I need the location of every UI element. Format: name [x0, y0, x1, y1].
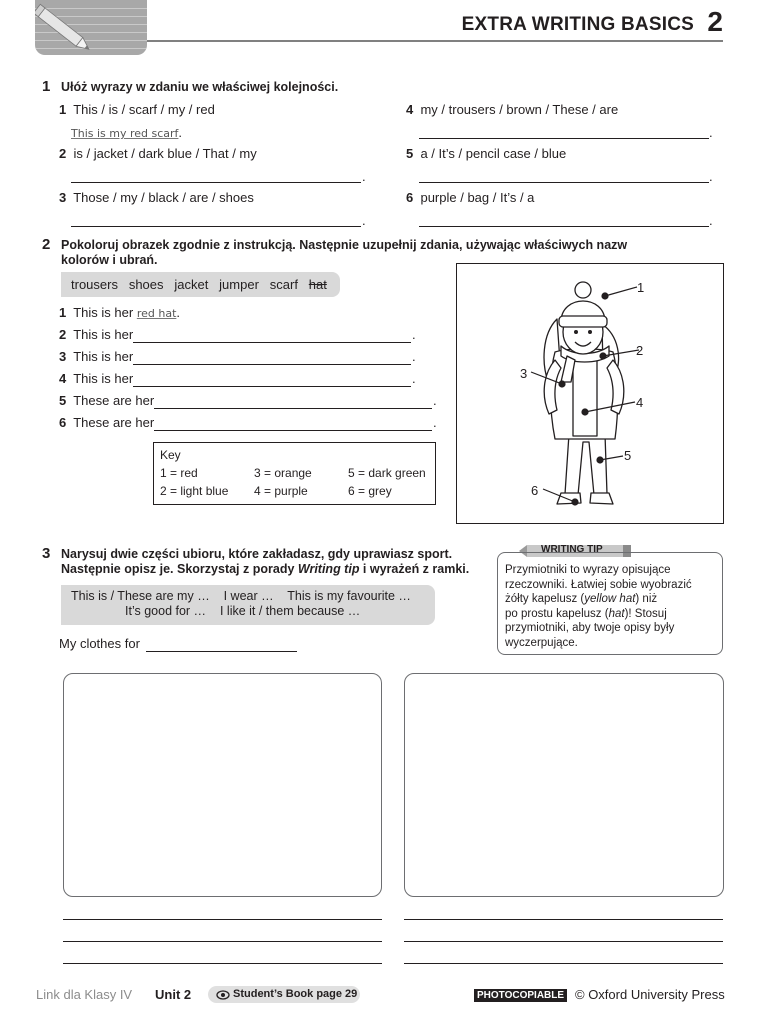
picture-label: 1 — [637, 280, 645, 295]
exercise-3-instruction: Narysuj dwie części ubioru, które zakładasz, gdy uprawiasz sport. Następnie opisz je. Skorzystaj z porady Writing tip i wyrażeń z ramki. — [61, 547, 470, 576]
word: shoes — [128, 277, 164, 292]
photocopiable-badge: PHOTOCOPIABLE — [474, 989, 567, 1002]
key-entry: 6 = grey — [348, 484, 392, 498]
key-entry: 1 = red — [160, 466, 198, 480]
ex1-item-5: 5 a / It’s / pencil case / blue — [406, 146, 567, 161]
ex1-item-4: 4 my / trousers / brown / These / are — [406, 102, 619, 117]
writing-tip-text: Przymiotniki to wyrazy opisujące rzeczowniki. Łatwiej sobie wyobrazić żółty kapelusz (yellow hat) niż po prostu kapelusz (hat)! Stosuj przymiotniki, aby twoje opisy były wyczerpujące. — [505, 564, 692, 649]
word: jacket — [174, 277, 209, 292]
period: . — [412, 371, 416, 386]
ex1-item-6: 6 purple / bag / It’s / a — [406, 190, 535, 205]
ex2-answer-line-3[interactable] — [133, 364, 411, 365]
clothes-label: My clothes for — [59, 636, 140, 651]
ex2-item-6: 6 These are her — [59, 415, 155, 430]
eye-arrow-icon — [216, 988, 230, 1002]
ex1-answer-line-5[interactable] — [419, 182, 709, 183]
key-entry: 2 = light blue — [160, 484, 229, 498]
key-title: Key — [160, 448, 181, 462]
unit-number: 2 — [707, 6, 723, 37]
phrase-box — [61, 585, 435, 625]
picture-label: 6 — [531, 483, 539, 498]
ex1-answer-line-4[interactable] — [419, 138, 709, 139]
word: trousers — [71, 277, 118, 292]
ex1-item-3: 3 Those / my / black / are / shoes — [59, 190, 254, 205]
ex2-answer-line-6[interactable] — [154, 430, 432, 431]
writing-line[interactable] — [404, 941, 723, 942]
ex2-item-2: 2 This is her — [59, 327, 134, 342]
page-title: EXTRA WRITING BASICS — [461, 14, 694, 35]
exercise-2-instruction: Pokoloruj obrazek zgodnie z instrukcją. Następnie uzupełnij zdania, używając właściwych nazw kolorów i ubrań. — [61, 238, 628, 267]
color-key-box — [153, 442, 436, 505]
ex1-answer-line-6[interactable] — [419, 226, 709, 227]
ex2-item-4: 4 This is her — [59, 371, 134, 386]
ex2-answer-line-5[interactable] — [154, 408, 432, 409]
footer-unit: Unit 2 — [155, 987, 192, 1002]
writing-line[interactable] — [404, 963, 723, 964]
writing-line[interactable] — [63, 963, 382, 964]
word-box — [61, 272, 340, 297]
period: . — [362, 213, 366, 228]
period: . — [412, 349, 416, 364]
girl-picture-frame — [456, 263, 724, 524]
phrase: I like it / them because … — [219, 604, 361, 618]
writing-tip-box — [497, 552, 723, 655]
picture-label: 3 — [520, 366, 528, 381]
writing-tip-title: WRITING TIP — [541, 544, 603, 555]
drawing-area-right[interactable] — [404, 673, 724, 897]
pencil-tab — [35, 0, 147, 55]
ex2-item-3: 3 This is her — [59, 349, 134, 364]
key-entry: 5 = dark green — [348, 466, 426, 480]
writing-line[interactable] — [63, 941, 382, 942]
pencil-icon — [35, 0, 147, 55]
exercise-3-number: 3 — [42, 545, 51, 562]
key-entry: 4 = purple — [254, 484, 308, 498]
exercise-1-instruction: Ułóż wyrazy w zdaniu we właściwej kolejności. — [61, 80, 339, 94]
book-ref-text: Student’s Book page 29 — [233, 988, 358, 1000]
drawing-area-left[interactable] — [63, 673, 382, 897]
phrase: This is / These are my … — [71, 589, 210, 603]
ex1-answer-line-3[interactable] — [71, 226, 361, 227]
ex2-answer-line-4[interactable] — [133, 386, 411, 387]
writing-line[interactable] — [404, 919, 723, 920]
ex1-item-2: 2 is / jacket / dark blue / That / my — [59, 146, 257, 161]
picture-label: 5 — [624, 448, 632, 463]
ex2-item-1: 1 This is her red hat. — [59, 305, 181, 320]
ex1-item-1-answer: This is my red scarf. — [71, 125, 183, 140]
picture-label: 4 — [636, 395, 644, 410]
key-entry: 3 = orange — [254, 466, 312, 480]
word: scarf — [269, 277, 298, 292]
ex1-item-1: 1 This / is / scarf / my / red — [59, 102, 215, 117]
picture-label: 2 — [636, 343, 644, 358]
phrase: It’s good for … — [125, 604, 207, 618]
girl-illustration — [457, 264, 723, 523]
exercise-2-number: 2 — [42, 236, 51, 253]
period: . — [362, 169, 366, 184]
ex2-item-5: 5 These are her — [59, 393, 155, 408]
ex2-answer-line-2[interactable] — [133, 342, 411, 343]
writing-line[interactable] — [63, 919, 382, 920]
period: . — [412, 327, 416, 342]
period: . — [709, 213, 713, 228]
header-rule — [147, 40, 723, 42]
word: jumper — [219, 277, 259, 292]
students-book-ref — [208, 986, 360, 1003]
period: . — [433, 393, 437, 408]
exercise-1-number: 1 — [42, 78, 51, 95]
period: . — [433, 415, 437, 430]
phrase: I wear … — [223, 589, 274, 603]
ex1-answer-line-2[interactable] — [71, 182, 361, 183]
period: . — [709, 169, 713, 184]
phrase: This is my favourite … — [287, 589, 411, 603]
footer-series: Link dla Klasy IV — [36, 987, 133, 1002]
clothes-sport-line[interactable] — [146, 651, 297, 652]
copyright: © Oxford University Press — [575, 987, 725, 1002]
crossed-word: hat — [308, 277, 327, 292]
period: . — [709, 125, 713, 140]
